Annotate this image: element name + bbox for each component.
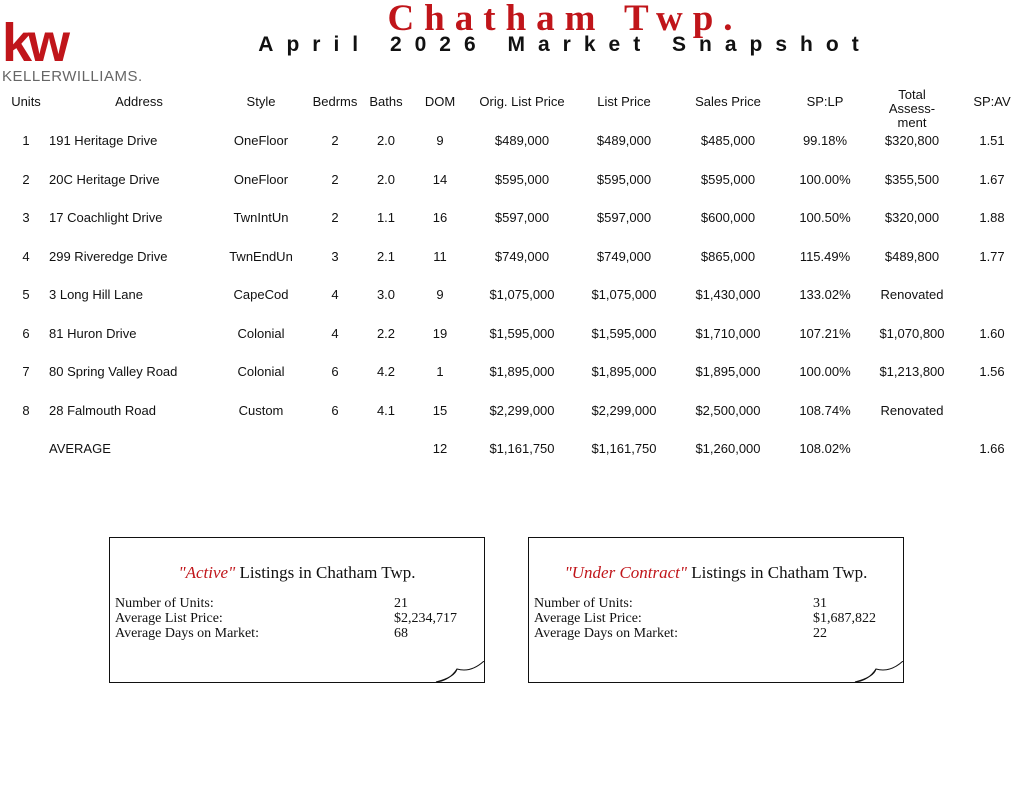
cell-sp-lp: 108.74% bbox=[799, 403, 851, 418]
cell-total-assessment: $1,213,800 bbox=[879, 364, 945, 379]
cell-sales-price: $865,000 bbox=[700, 249, 756, 264]
cell-sp-lp: 100.00% bbox=[799, 364, 851, 379]
cell-sp-av: 1.66 bbox=[979, 441, 1005, 456]
cell-style: Colonial bbox=[237, 326, 285, 341]
contract-label-price: Average List Price: bbox=[534, 611, 642, 626]
cell-sp-lp: 100.50% bbox=[799, 210, 851, 225]
cell-bedrooms: 6 bbox=[331, 364, 339, 379]
cell-dom: 9 bbox=[436, 287, 444, 302]
cell-style: Colonial bbox=[237, 364, 285, 379]
cell-address: 299 Riveredge Drive bbox=[49, 249, 168, 264]
column-header-sp-lp: SP:LP bbox=[806, 94, 844, 109]
contract-value-price: $1,687,822 bbox=[813, 611, 876, 626]
cell-unit: 1 bbox=[22, 133, 30, 148]
cell-address: 80 Spring Valley Road bbox=[49, 364, 178, 379]
cell-sp-av: 1.60 bbox=[979, 326, 1005, 341]
cell-address: 17 Coachlight Drive bbox=[49, 210, 163, 225]
active-label-dom: Average Days on Market: bbox=[115, 626, 259, 641]
cell-sp-lp: 115.49% bbox=[799, 249, 851, 264]
cell-bedrooms: 2 bbox=[331, 133, 339, 148]
cell-dom: 1 bbox=[436, 364, 444, 379]
cell-baths: 4.1 bbox=[376, 403, 396, 418]
cell-address: 20C Heritage Drive bbox=[49, 172, 160, 187]
cell-style: OneFloor bbox=[233, 133, 289, 148]
active-value-price: $2,234,717 bbox=[394, 611, 457, 626]
cell-address: 81 Huron Drive bbox=[49, 326, 137, 341]
contract-title-rest: Listings in Chatham Twp. bbox=[687, 563, 868, 582]
cell-total-assessment: Renovated bbox=[880, 403, 944, 418]
cell-orig-list-price: $1,895,000 bbox=[489, 364, 555, 379]
logo-text: KELLERWILLIAMS. bbox=[2, 68, 143, 85]
cell-orig-list-price: $597,000 bbox=[494, 210, 550, 225]
page-title: Chatham Twp. bbox=[387, 0, 743, 39]
cell-unit: 7 bbox=[22, 364, 30, 379]
cell-list-price: $1,161,750 bbox=[591, 441, 657, 456]
active-title-rest: Listings in Chatham Twp. bbox=[235, 563, 416, 582]
contract-title-emphasis: "Under Contract" bbox=[564, 563, 688, 582]
cell-baths: 4.2 bbox=[376, 364, 396, 379]
cell-sales-price: $1,430,000 bbox=[695, 287, 761, 302]
cell-total-assessment: $1,070,800 bbox=[879, 326, 945, 341]
cell-dom: 14 bbox=[432, 172, 448, 187]
cell-total-assessment: $489,800 bbox=[884, 249, 940, 264]
cell-sales-price: $595,000 bbox=[700, 172, 756, 187]
cell-style: TwnIntUn bbox=[233, 210, 289, 225]
cell-address: AVERAGE bbox=[49, 441, 111, 456]
under-contract-card bbox=[528, 537, 904, 683]
cell-list-price: $2,299,000 bbox=[591, 403, 657, 418]
cell-bedrooms: 3 bbox=[331, 249, 339, 264]
cell-bedrooms: 6 bbox=[331, 403, 339, 418]
cell-dom: 16 bbox=[432, 210, 448, 225]
cell-total-assessment: $320,000 bbox=[884, 210, 940, 225]
cell-sp-av: 1.56 bbox=[979, 364, 1005, 379]
cell-dom: 12 bbox=[432, 441, 448, 456]
column-header-orig-list-price: Orig. List Price bbox=[479, 94, 565, 109]
contract-card-title bbox=[529, 563, 903, 583]
cell-sp-av: 1.88 bbox=[979, 210, 1005, 225]
cell-address: 191 Heritage Drive bbox=[49, 133, 158, 148]
cell-style: OneFloor bbox=[233, 172, 289, 187]
cell-total-assessment: $320,800 bbox=[884, 133, 940, 148]
active-value-units: 21 bbox=[394, 596, 408, 611]
cell-sp-lp: 133.02% bbox=[799, 287, 851, 302]
cell-style: TwnEndUn bbox=[229, 249, 293, 264]
cell-sales-price: $485,000 bbox=[700, 133, 756, 148]
cell-orig-list-price: $489,000 bbox=[494, 133, 550, 148]
cell-list-price: $595,000 bbox=[596, 172, 652, 187]
cell-dom: 15 bbox=[432, 403, 448, 418]
cell-list-price: $749,000 bbox=[596, 249, 652, 264]
cell-orig-list-price: $2,299,000 bbox=[489, 403, 555, 418]
cell-bedrooms: 4 bbox=[331, 326, 339, 341]
column-header-unit: Units bbox=[11, 94, 41, 109]
cell-orig-list-price: $749,000 bbox=[494, 249, 550, 264]
contract-label-dom: Average Days on Market: bbox=[534, 626, 678, 641]
cell-orig-list-price: $1,161,750 bbox=[489, 441, 555, 456]
cell-unit: 8 bbox=[22, 403, 30, 418]
cell-baths: 2.0 bbox=[376, 172, 396, 187]
cell-baths: 1.1 bbox=[376, 210, 396, 225]
column-header-sp-av: SP:AV bbox=[973, 94, 1011, 109]
column-header-sales-price: Sales Price bbox=[695, 94, 761, 109]
active-label-price: Average List Price: bbox=[115, 611, 223, 626]
cell-sp-lp: 99.18% bbox=[802, 133, 848, 148]
cell-sales-price: $600,000 bbox=[700, 210, 756, 225]
cell-sp-lp: 107.21% bbox=[799, 326, 851, 341]
column-header-total-assessment: Total Assess-ment bbox=[888, 87, 936, 130]
cell-sales-price: $1,260,000 bbox=[695, 441, 761, 456]
cell-orig-list-price: $595,000 bbox=[494, 172, 550, 187]
cell-unit: 3 bbox=[22, 210, 30, 225]
cell-total-assessment: Renovated bbox=[880, 287, 944, 302]
page-curl-icon bbox=[435, 661, 485, 683]
contract-value-units: 31 bbox=[813, 596, 827, 611]
cell-style: Custom bbox=[238, 403, 284, 418]
cell-list-price: $1,595,000 bbox=[591, 326, 657, 341]
cell-style: CapeCod bbox=[233, 287, 289, 302]
cell-list-price: $489,000 bbox=[596, 133, 652, 148]
cell-sp-lp: 100.00% bbox=[799, 172, 851, 187]
cell-dom: 11 bbox=[433, 249, 447, 264]
column-header-address: Address bbox=[115, 94, 163, 109]
cell-orig-list-price: $1,595,000 bbox=[489, 326, 555, 341]
active-label-units: Number of Units: bbox=[115, 596, 214, 611]
column-header-list-price: List Price bbox=[597, 94, 651, 109]
cell-sales-price: $1,710,000 bbox=[695, 326, 761, 341]
cell-dom: 9 bbox=[436, 133, 444, 148]
cell-orig-list-price: $1,075,000 bbox=[489, 287, 555, 302]
active-title-emphasis: "Active" bbox=[178, 563, 236, 582]
column-header-baths: Baths bbox=[369, 94, 403, 109]
cell-baths: 2.2 bbox=[376, 326, 396, 341]
column-header-bedrooms: Bedrms bbox=[312, 94, 358, 109]
cell-baths: 3.0 bbox=[376, 287, 396, 302]
cell-sales-price: $2,500,000 bbox=[695, 403, 761, 418]
contract-value-dom: 22 bbox=[813, 626, 827, 641]
cell-sp-av: 1.67 bbox=[979, 172, 1005, 187]
keller-williams-logo bbox=[2, 13, 152, 85]
cell-address: 3 Long Hill Lane bbox=[49, 287, 143, 302]
active-card-title bbox=[110, 563, 484, 583]
active-value-dom: 68 bbox=[394, 626, 408, 641]
cell-list-price: $1,895,000 bbox=[591, 364, 657, 379]
cell-sp-lp: 108.02% bbox=[799, 441, 851, 456]
cell-sales-price: $1,895,000 bbox=[695, 364, 761, 379]
contract-label-units: Number of Units: bbox=[534, 596, 633, 611]
cell-baths: 2.1 bbox=[376, 249, 396, 264]
cell-total-assessment: $355,500 bbox=[884, 172, 940, 187]
active-listings-card bbox=[109, 537, 485, 683]
cell-unit: 2 bbox=[22, 172, 30, 187]
page-subtitle: April 2026 Market Snapshot bbox=[258, 33, 872, 56]
cell-dom: 19 bbox=[432, 326, 448, 341]
cell-baths: 2.0 bbox=[376, 133, 396, 148]
cell-sp-av: 1.77 bbox=[979, 249, 1005, 264]
column-header-style: Style bbox=[246, 94, 276, 109]
cell-bedrooms: 4 bbox=[331, 287, 339, 302]
cell-unit: 5 bbox=[22, 287, 30, 302]
logo-mark: kw bbox=[2, 13, 67, 73]
cell-address: 28 Falmouth Road bbox=[49, 403, 156, 418]
cell-list-price: $1,075,000 bbox=[591, 287, 657, 302]
page-curl-icon bbox=[854, 661, 904, 683]
cell-bedrooms: 2 bbox=[331, 172, 339, 187]
cell-unit: 4 bbox=[22, 249, 30, 264]
column-header-dom: DOM bbox=[424, 94, 456, 109]
cell-sp-av: 1.51 bbox=[979, 133, 1005, 148]
cell-unit: 6 bbox=[22, 326, 30, 341]
cell-bedrooms: 2 bbox=[331, 210, 339, 225]
cell-list-price: $597,000 bbox=[596, 210, 652, 225]
